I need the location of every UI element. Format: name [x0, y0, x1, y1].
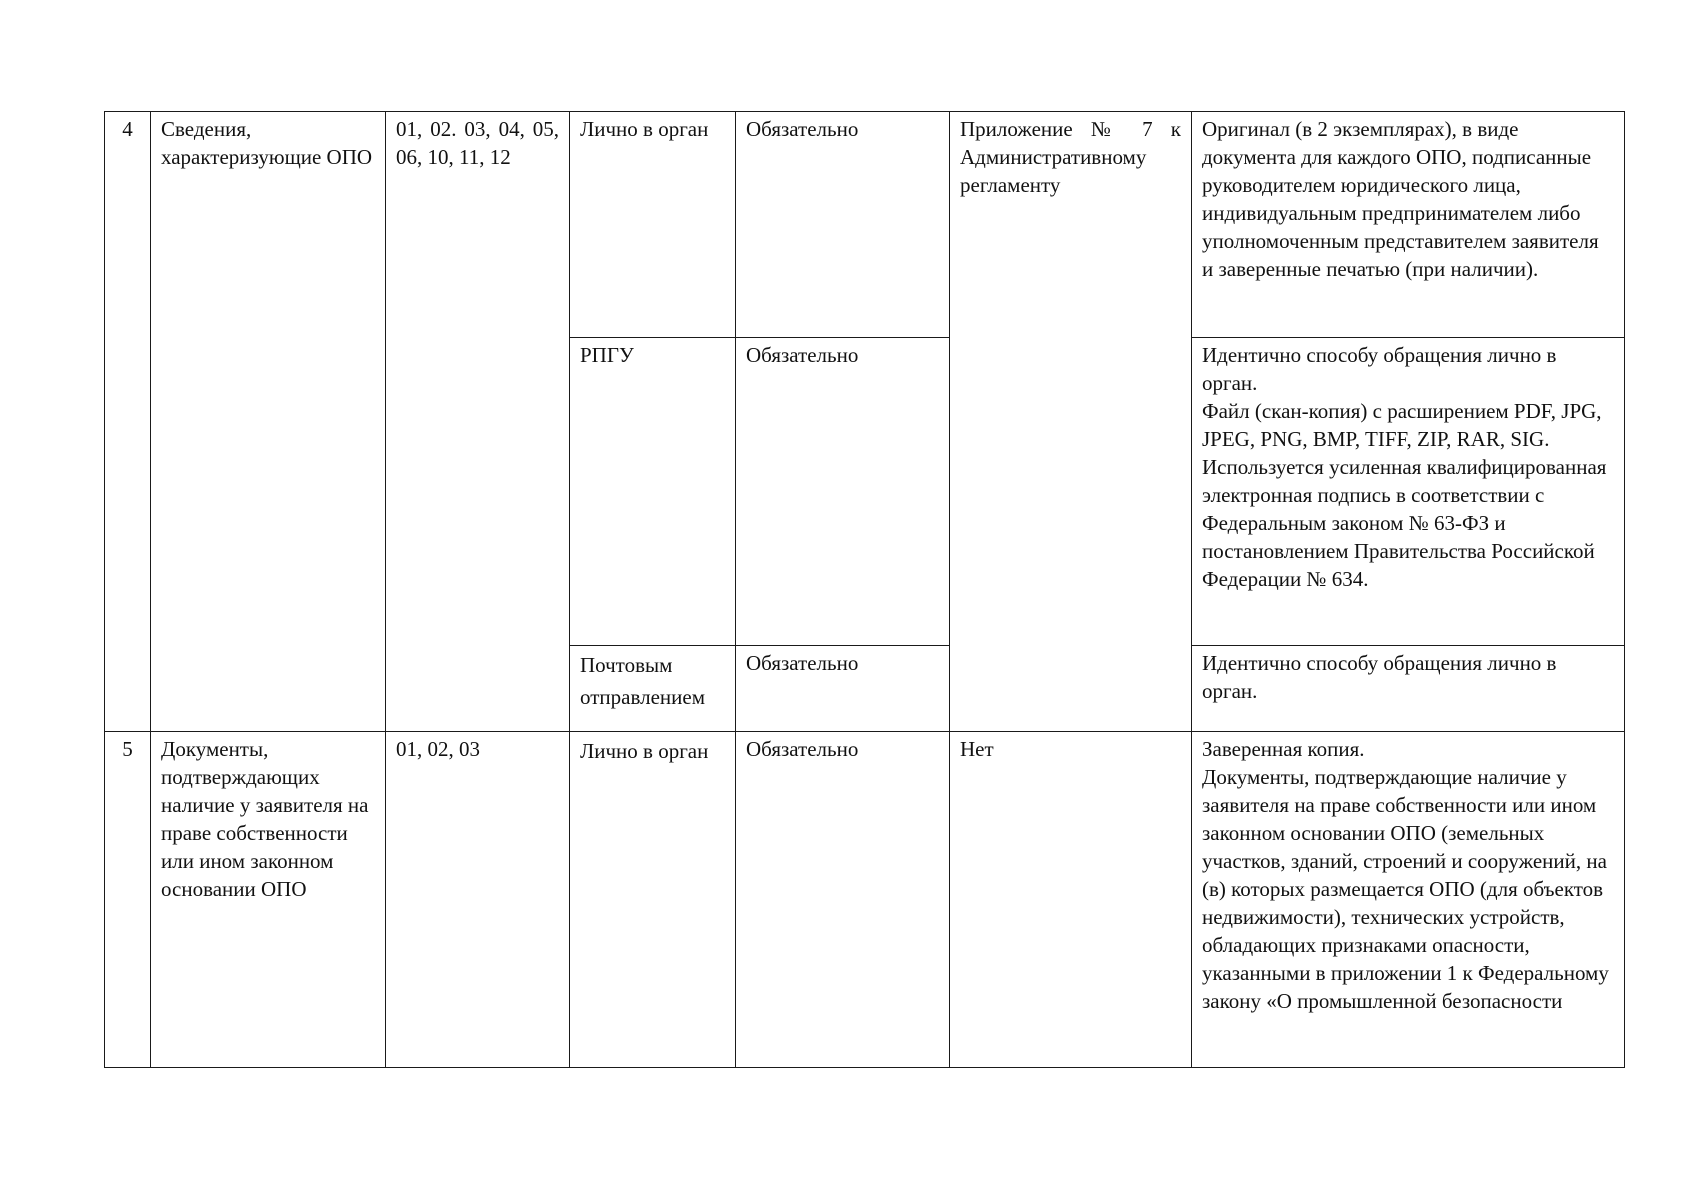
table-row — [105, 112, 1625, 338]
document-requirements: Оригинал (в 2 экземплярах), в виде документа для каждого ОПО, подписанные руководителем юридического лица, индивидуальным предпринимателем либо уполномоченным представителем заявителя и заверенные печатью (при наличии). — [1192, 112, 1625, 338]
requirement-status: Обязательно — [736, 112, 950, 338]
requirement-line: Заверенная копия. — [1202, 737, 1365, 761]
requirement-status: Обязательно — [736, 338, 950, 646]
requirement-line: Файл (скан-копия) с расширением PDF, JPG, JPEG, PNG, BMP, TIFF, ZIP, RAR, SIG. — [1202, 399, 1602, 451]
requirement-line: Документы, подтверждающие наличие у заявителя на праве собственности или ином законном основании ОПО (земельных участков, зданий, строений и сооружений, на (в) которых размещается ОПО (для объектов недвижимости), технических устройств, обладающих признаками опасности, указанными в приложении 1 к Федеральному закону «О промышленной безопасности — [1202, 765, 1609, 1013]
row-number: 5 — [105, 732, 151, 1068]
submission-method: Почтовым отправлением — [570, 646, 736, 732]
submission-method: Лично в орган — [570, 732, 736, 1068]
requirement-status: Обязательно — [736, 732, 950, 1068]
document-name: Документы, подтверждающих наличие у заявителя на праве собственности или ином законном основании ОПО — [151, 732, 386, 1068]
submission-method: Лично в орган — [570, 112, 736, 338]
requirement-line: Идентично способу обращения лично в орган. — [1202, 343, 1557, 395]
submission-method: РПГУ — [570, 338, 736, 646]
applicant-codes: 01, 02, 03 — [386, 732, 570, 1068]
table-row — [105, 732, 1625, 1068]
document-template: Приложение № 7 к Административному регламенту — [950, 112, 1192, 732]
row-number: 4 — [105, 112, 151, 732]
documents-table — [104, 111, 1625, 1068]
requirement-status: Обязательно — [736, 646, 950, 732]
document-name: Сведения, характеризующие ОПО — [151, 112, 386, 732]
requirement-line: Используется усиленная квалифицированная электронная подпись в соответствии с Федеральным законом № 63-ФЗ и постановлением Правительства Российской Федерации № 634. — [1202, 455, 1607, 591]
document-requirements — [1192, 732, 1625, 1068]
document-template: Нет — [950, 732, 1192, 1068]
applicant-codes: 01, 02. 03, 04, 05, 06, 10, 11, 12 — [386, 112, 570, 732]
document-requirements: Идентично способу обращения лично в орган. — [1192, 646, 1625, 732]
document-requirements — [1192, 338, 1625, 646]
